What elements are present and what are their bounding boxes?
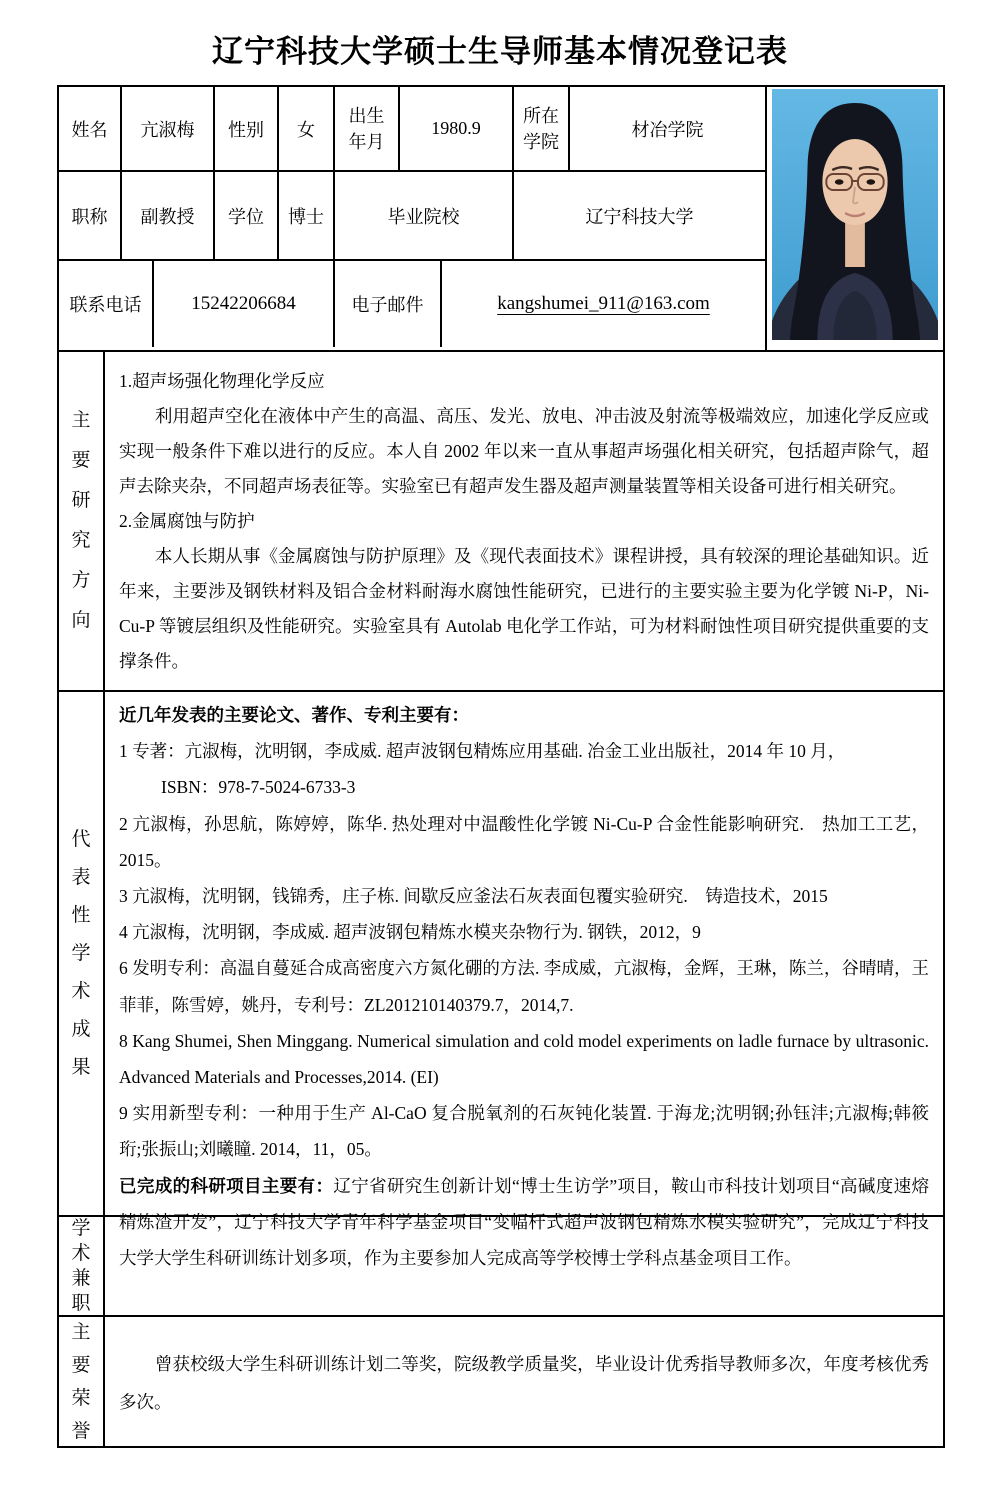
research-paragraph: 利用超声空化在液体中产生的高温、高压、发光、放电、冲击波及射流等极端效应，加速化学反应或实现一般条件下难以进行的反应。本人自 2002 年以来一直从事超声场强化相关研究，包括超声除气，超声去除夹杂，不同超声场表征等。实验室已有超声发生器及超声测量装置等相关设备可进行相关研究。: [119, 406, 929, 496]
page-title: 辽宁科技大学硕士生导师基本情况登记表: [212, 34, 788, 69]
academic-positions-section: [59, 1215, 943, 1315]
honors-section-content: [105, 1317, 943, 1446]
degree-value: 博士: [279, 172, 335, 259]
academic-positions-label-cell: [59, 1217, 105, 1315]
phone-label: 联系电话: [59, 261, 154, 347]
name-label: 姓名: [59, 87, 122, 170]
email-link[interactable]: kangshumei_911@163.com: [497, 293, 710, 314]
achievements-section-content: [105, 692, 943, 1269]
publication-item: 2 亢淑梅，孙思航，陈婷婷，陈华. 热处理对中温酸性化学镀 Ni-Cu-P 合金性能影响研究. 热加工工艺，2015。: [119, 813, 929, 870]
portrait-illustration: [772, 89, 938, 340]
graduate-school-label: 毕业院校: [335, 172, 514, 259]
registration-table: [57, 85, 945, 1448]
eye-left: [835, 179, 844, 184]
portrait-photo: [772, 89, 938, 340]
completed-projects-text: 辽宁省研究生创新计划“博士生访学”项目，鞍山市科技计划项目“高碱度速熔精炼渣开发”，辽宁科技大学青年科学基金项目“变幅杆式超声波钢包精炼水模实验研究”，完成辽宁科技大学大学生科研训练计划多项，作为主要参加人完成高等学校博士学科点基金项目工作。: [119, 1175, 929, 1269]
honors-section-label-cell: [59, 1317, 105, 1446]
college-value: 材冶学院: [631, 119, 704, 140]
achievements-section-label-cell: [59, 692, 105, 1215]
academic-positions-label: 学术兼职: [71, 1218, 91, 1314]
research-paragraph: 本人长期从事《金属腐蚀与防护原理》及《现代表面技术》课程讲授，具有较深的理论基础知识。近年来，主要涉及钢铁材料及铝合金材料耐海水腐蚀性能研究，已进行的主要实验主要为化学镀 Ni-P，Ni-Cu-P 等镀层组织及性能研究。实验室具有 Autolab 电化学工作站，可为材料耐蚀性项目研究提供重要的支撑条件。: [119, 546, 929, 671]
publication-item: 3 亢淑梅，沈明钢，钱锦秀，庄子栋. 间歇反应釜法石灰表面包覆实验研究. 铸造技术，2015: [119, 886, 828, 907]
birthdate-value: 1980.9: [400, 87, 514, 170]
professional-title-value: 副教授: [122, 172, 215, 259]
info-row-1: [59, 87, 765, 172]
publication-item: 9 实用新型专利：一种用于生产 Al-CaO 复合脱氧剂的石灰钝化装置. 于海龙;沈明钢;孙钰沣;亢淑梅;韩筱珩;张振山;刘曦瞳. 2014，11，05。: [119, 1103, 929, 1160]
publication-item: 4 亢淑梅，沈明钢，李成威. 超声波钢包精炼水模夹杂物行为. 钢铁，2012，9: [119, 922, 701, 943]
college-label: 所在学院: [514, 87, 570, 170]
research-paragraph: 2.金属腐蚀与防护: [119, 511, 255, 531]
photo-cell: [765, 87, 943, 350]
info-row-3: [59, 261, 765, 347]
honors-section-label: 主要荣誉: [71, 1321, 91, 1442]
research-section: [59, 350, 943, 690]
research-section-label-cell: [59, 352, 105, 690]
research-section-label: 主要研究方向: [71, 410, 91, 631]
eye-right: [866, 179, 875, 184]
phone-value: 15242206684: [154, 261, 335, 347]
academic-positions-content: [105, 1217, 943, 1315]
birthdate-label: 出生年月: [335, 87, 400, 170]
honors-text: 曾获校级大学生科研训练计划二等奖，院级教学质量奖，毕业设计优秀指导教师多次，年度考核优秀多次。: [119, 1354, 929, 1412]
publication-item: 6 发明专利：高温自蔓延合成高密度六方氮化硼的方法. 李成威，亢淑梅，金辉，王琳，陈兰，谷晴晴，王菲菲，陈雪婷，姚丹，专利号：ZL201210140379.7，2014,7.: [119, 958, 929, 1015]
honors-section: [59, 1315, 943, 1446]
gender-label: 性别: [215, 87, 279, 170]
research-paragraph: 1.超声场强化物理化学反应: [119, 371, 325, 391]
email-cell: [442, 261, 765, 347]
achievements-heading: 近几年发表的主要论文、著作、专利主要有：: [119, 705, 469, 725]
graduate-school-value: 辽宁科技大学: [585, 206, 694, 227]
publication-item-isbn: ISBN：978-7-5024-6733-3: [161, 777, 356, 798]
info-row-2: [59, 172, 765, 261]
professional-title-label: 职称: [59, 172, 122, 259]
basic-info-section: [59, 87, 943, 350]
degree-label: 学位: [215, 172, 279, 259]
completed-projects-heading: 已完成的科研项目主要有：: [119, 1175, 334, 1196]
publication-item: 8 Kang Shumei, Shen Minggang. Numerical simulation and cold model experiments on ladle furnace by ultrasonic. Advanced Materials and Processes,2014. (EI): [119, 1030, 929, 1088]
name-value: 亢淑梅: [122, 87, 215, 170]
basic-info-grid: [59, 87, 765, 350]
email-label: 电子邮件: [335, 261, 442, 347]
research-section-content: [105, 352, 943, 690]
gender-value: 女: [279, 87, 335, 170]
achievements-section-label: 代表性学术成果: [71, 828, 91, 1078]
publication-item: 1 专著：亢淑梅，沈明钢，李成威. 超声波钢包精炼应用基础. 冶金工业出版社，2014 年 10 月，: [119, 741, 846, 762]
